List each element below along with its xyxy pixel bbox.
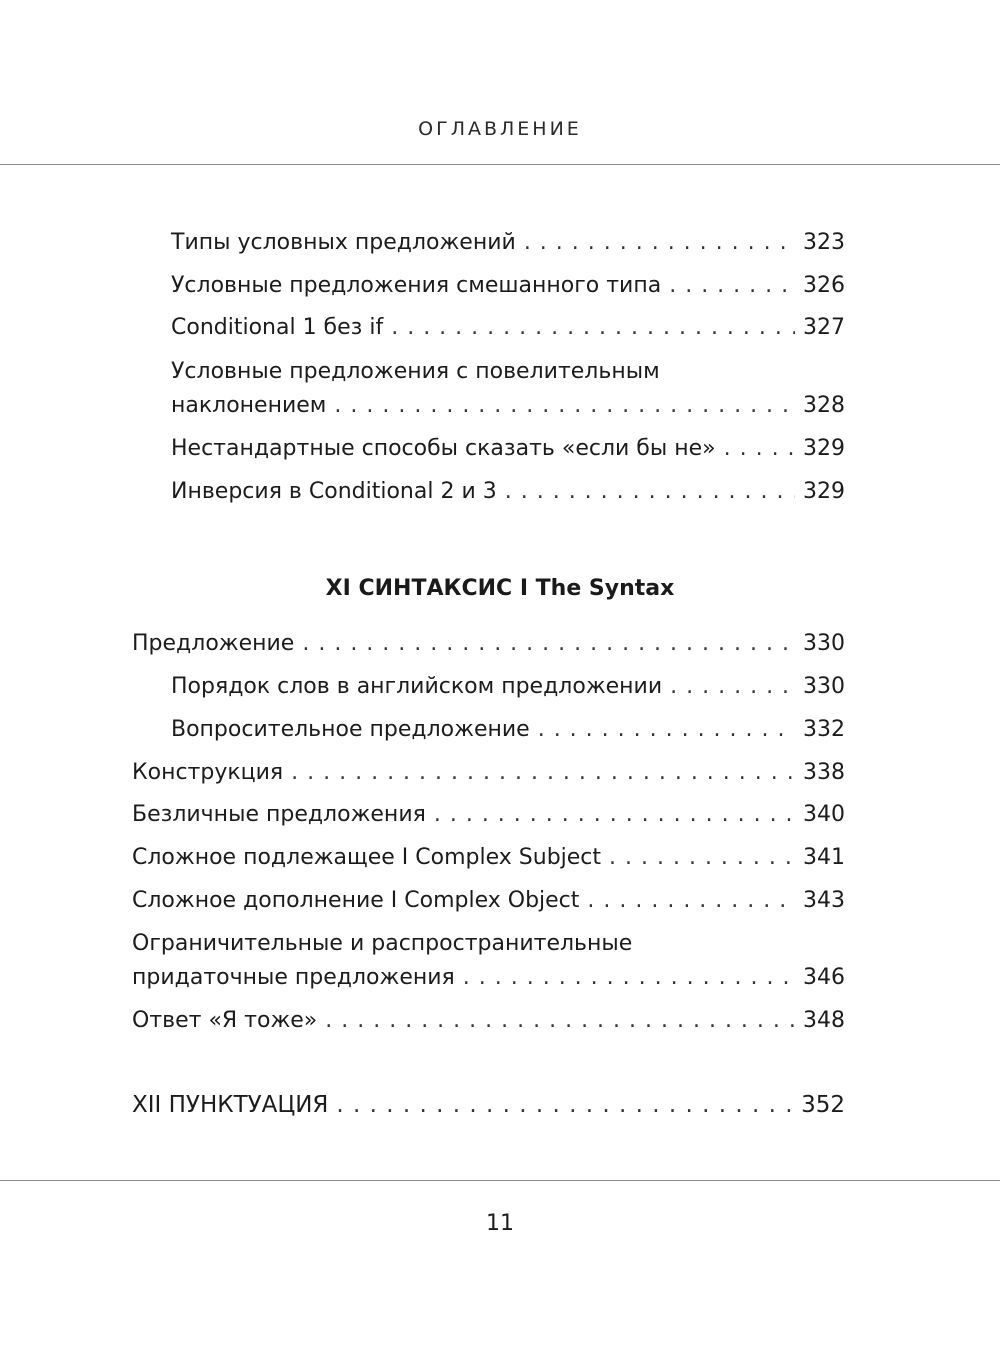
running-header: ОГЛАВЛЕНИЕ	[418, 118, 582, 140]
toc-entry[interactable]	[132, 798, 845, 832]
dot-leader	[302, 627, 795, 661]
toc-entry-page: 346	[803, 965, 845, 990]
toc-part-page: 352	[801, 1092, 845, 1118]
toc-entry-title-line2: наклонением	[171, 393, 327, 418]
toc-entry-page: 341	[803, 845, 845, 870]
header-rule	[0, 164, 1000, 165]
toc-entry-page: 328	[803, 393, 845, 418]
toc-entry-title-line2: придаточные предложения	[132, 965, 455, 990]
toc-entry-title-line1: Ограничительные и распространительные	[132, 931, 633, 956]
toc-entry-title: Порядок слов в английском предложении	[171, 674, 663, 699]
toc-entry[interactable]	[132, 927, 845, 995]
toc-entry-title: Конструкция	[132, 760, 284, 785]
toc-entry-title: Предложение	[132, 631, 295, 656]
toc-entry-title: Нестандартные способы сказать «если бы не»	[171, 436, 716, 461]
toc-entry[interactable]	[171, 355, 845, 423]
dot-leader	[463, 961, 795, 995]
toc-entry-title: Безличные предложения	[132, 802, 426, 827]
toc-entry-page: 330	[803, 674, 845, 699]
toc-entry[interactable]	[171, 713, 845, 747]
dot-leader	[670, 670, 795, 704]
toc-entry-page: 340	[803, 802, 845, 827]
toc-entry-page: 326	[803, 273, 845, 298]
toc-entry-page: 338	[803, 760, 845, 785]
toc-part-title: XII ПУНКТУАЦИЯ	[132, 1092, 329, 1118]
toc-entry[interactable]	[171, 432, 845, 466]
toc-entry-page: 329	[803, 436, 845, 461]
toc-entry[interactable]	[132, 841, 845, 875]
toc-entry-title: Сложное дополнение I Complex Object	[132, 888, 580, 913]
toc-entry-title: Ответ «Я тоже»	[132, 1008, 318, 1033]
dot-leader	[724, 432, 795, 466]
dot-leader	[291, 756, 795, 790]
footer-rule	[0, 1180, 1000, 1181]
toc-entry-page: 332	[803, 717, 845, 742]
dot-leader	[434, 798, 795, 832]
toc-entry-page: 327	[803, 315, 845, 340]
section-heading[interactable]: XI СИНТАКСИС I The Syntax	[325, 576, 675, 601]
toc-part-entry[interactable]	[132, 1088, 845, 1122]
toc-entry[interactable]	[171, 226, 845, 260]
toc-entry-page: 330	[803, 631, 845, 656]
page-number: 11	[486, 1211, 514, 1236]
dot-leader	[609, 841, 795, 875]
dot-leader	[587, 884, 795, 918]
toc-entry-page: 323	[803, 230, 845, 255]
dot-leader	[538, 713, 795, 747]
toc-entry[interactable]	[171, 269, 845, 303]
toc-entry-page: 348	[803, 1008, 845, 1033]
toc-entry[interactable]	[171, 311, 845, 345]
dot-leader	[524, 226, 795, 260]
toc-entry-title: Условные предложения смешанного типа	[171, 273, 662, 298]
toc-entry[interactable]	[132, 756, 845, 790]
toc-entry[interactable]	[171, 670, 845, 704]
toc-entry[interactable]	[132, 884, 845, 918]
toc-entry-title: Типы условных предложений	[171, 230, 516, 255]
dot-leader	[325, 1004, 795, 1038]
dot-leader	[669, 269, 795, 303]
toc-entry-title: Сложное подлежащее I Complex Subject	[132, 845, 602, 870]
dot-leader	[391, 311, 795, 345]
toc-entry-title: Вопросительное предложение	[171, 717, 530, 742]
toc-entry-page: 329	[803, 479, 845, 504]
toc-entry[interactable]	[132, 1004, 845, 1038]
toc-entry-title-line1: Условные предложения с повелительным	[171, 359, 660, 384]
toc-entry[interactable]	[132, 627, 845, 661]
dot-leader	[334, 389, 795, 423]
dot-leader	[505, 475, 795, 509]
toc-entry[interactable]	[171, 475, 845, 509]
dot-leader	[336, 1088, 793, 1122]
toc-entry-title: Conditional 1 без if	[171, 315, 384, 340]
toc-entry-title: Инверсия в Conditional 2 и 3	[171, 479, 497, 504]
toc-entry-page: 343	[803, 888, 845, 913]
